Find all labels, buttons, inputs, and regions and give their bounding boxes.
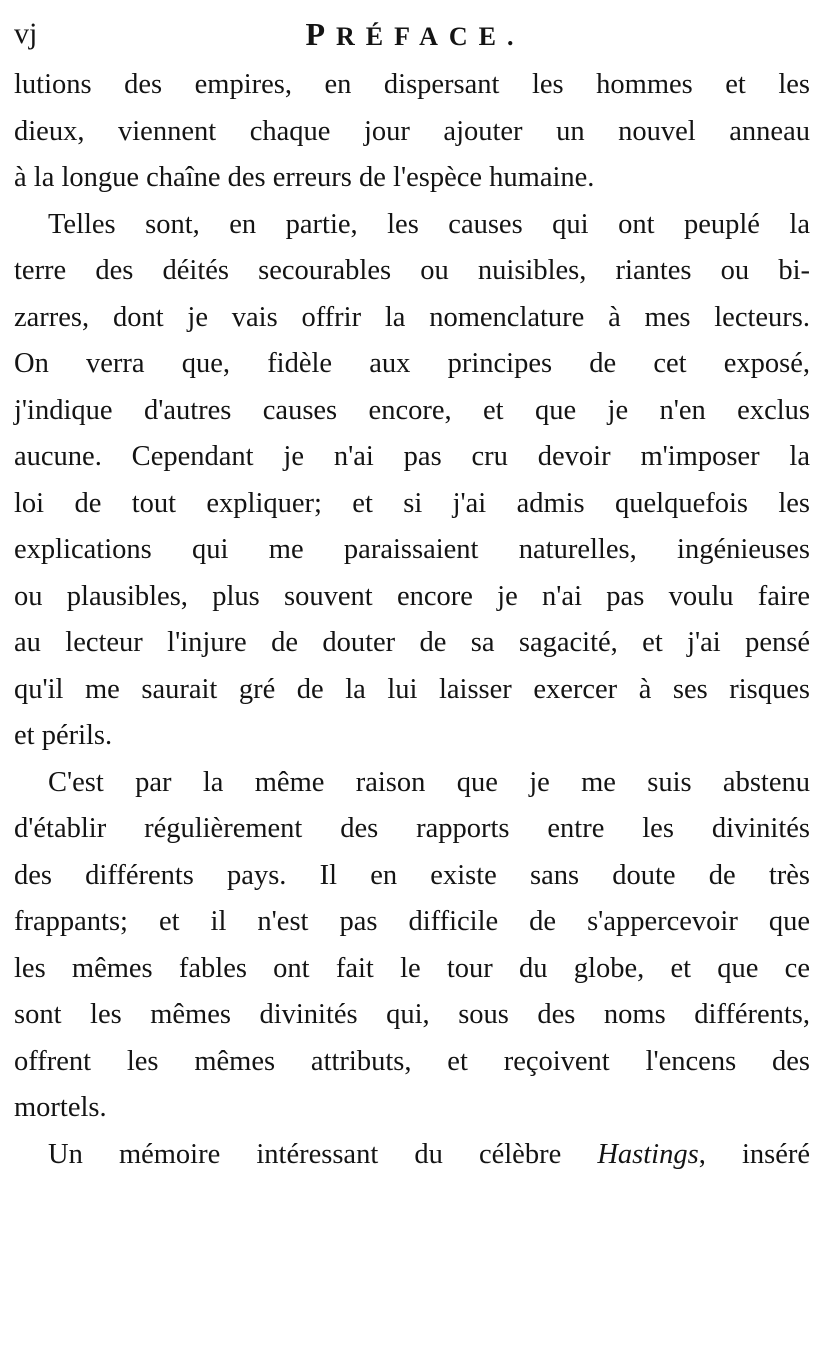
text-line: terre des déités secourables ou nuisibles, riantes ou bi- xyxy=(14,255,810,286)
paragraph xyxy=(14,62,810,202)
body-text xyxy=(14,62,810,1178)
text-line: aucune. Cependant je n'ai pas cru devoir m'imposer la xyxy=(14,441,810,472)
text-line: explications qui me paraissaient naturelles, ingénieuses xyxy=(14,534,810,565)
text-line: au lecteur l'injure de douter de sa sagacité, et j'ai pensé xyxy=(14,627,810,658)
text-line: j'indique d'autres causes encore, et que je n'en exclus xyxy=(14,394,810,426)
text-line: des différents pays. Il en existe sans doute de très xyxy=(14,859,810,891)
page-number: vj xyxy=(14,17,38,50)
text-line: loi de tout expliquer; et si j'ai admis quelquefois les xyxy=(14,487,810,519)
text-line: ou plausibles, plus souvent encore je n'ai pas voulu faire xyxy=(14,580,810,612)
text-line: à la longue chaîne des erreurs de l'espèce humaine. xyxy=(14,162,595,193)
text-line: qu'il me saurait gré de la lui laisser exercer à ses risques xyxy=(14,673,810,705)
text-line: zarres, dont je vais offrir la nomenclature à mes lecteurs. xyxy=(14,301,810,333)
text-line: sont les mêmes divinités qui, sous des noms différents, xyxy=(14,999,810,1030)
text-line: d'établir régulièrement des rapports entre les divinités xyxy=(14,813,810,844)
text-line: les mêmes fables ont fait le tour du globe, et que ce xyxy=(14,952,810,984)
text-line: Telles sont, en partie, les causes qui ont peuplé la xyxy=(48,208,810,240)
text-line: offrent les mêmes attributs, et reçoivent l'encens des xyxy=(14,1045,810,1077)
paragraph xyxy=(14,202,810,760)
paragraph xyxy=(14,1132,810,1179)
text-line: mortels. xyxy=(14,1092,107,1123)
running-title: PRÉFACE. xyxy=(305,16,525,52)
text-line: lutions des empires, en dispersant les hommes et les xyxy=(14,69,810,100)
text-line: C'est par la même raison que je me suis abstenu xyxy=(48,766,810,798)
page-header xyxy=(14,12,810,56)
text-line: et périls. xyxy=(14,720,113,751)
text-line-with-italic: Un mémoire intéressant du célèbre Hastings, inséré xyxy=(48,1138,810,1170)
text-line: frappants; et il n'est pas difficile de s'appercevoir que xyxy=(14,906,810,937)
paragraph xyxy=(14,760,810,1132)
text-line: dieux, viennent chaque jour ajouter un nouvel anneau xyxy=(14,115,810,147)
text-line: On verra que, fidèle aux principes de cet exposé, xyxy=(14,348,810,379)
italic-name: Hastings xyxy=(597,1138,699,1170)
